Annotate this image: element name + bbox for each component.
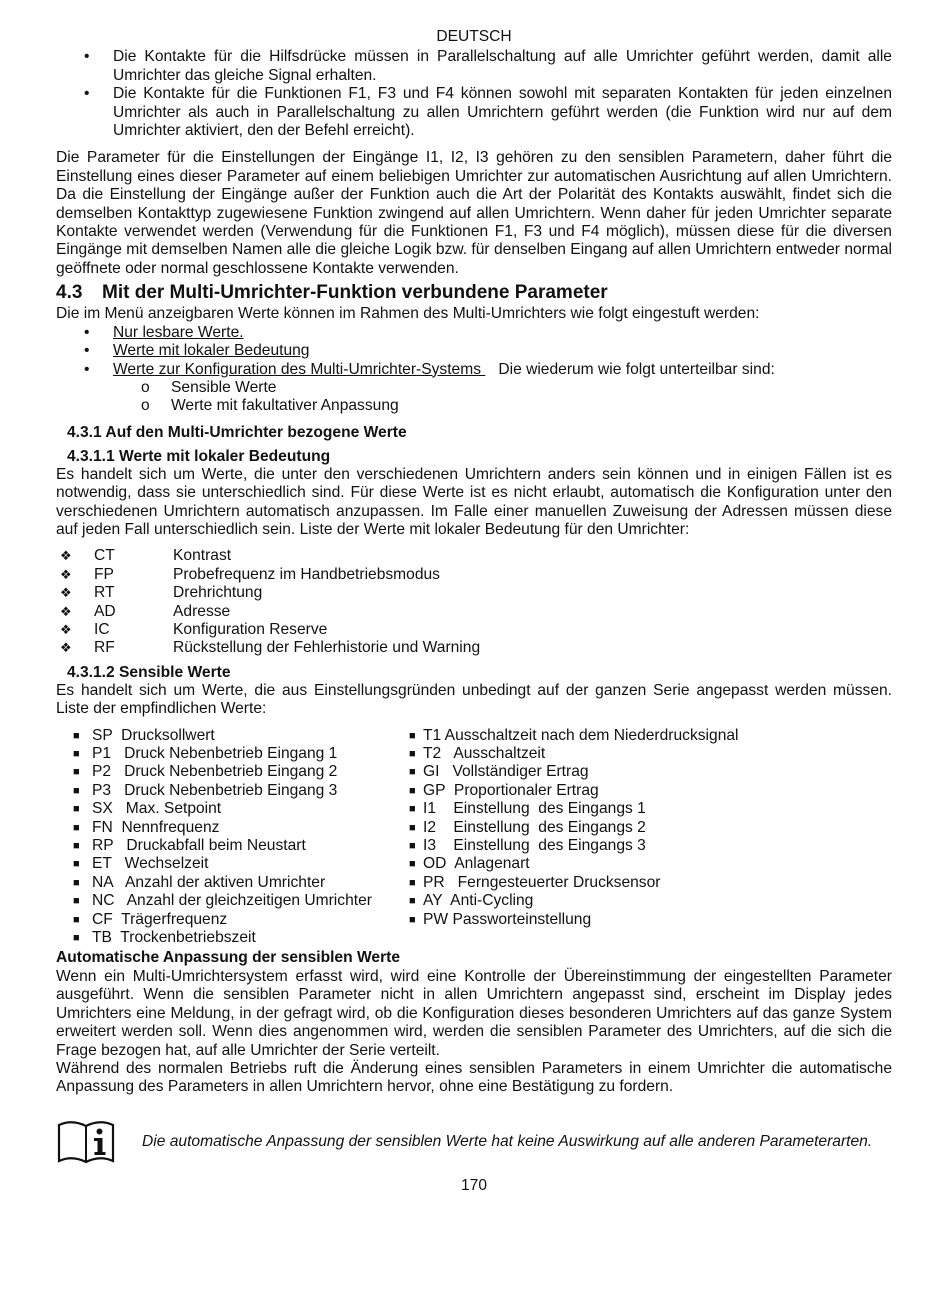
square-bullet: ■	[409, 895, 416, 908]
square-bullet: ■	[409, 821, 416, 834]
table-row: ❖ CT Kontrast	[60, 547, 232, 565]
sensitive-value-item: ■ T2 Ausschaltzeit	[409, 745, 546, 762]
sensitive-value-item: ■ FN Nennfrequenz	[56, 819, 409, 837]
square-bullet: ■	[73, 748, 80, 760]
square-bullet: ■	[73, 784, 80, 797]
sensitive-value-item: ■ NA Anzahl der aktiven Umrichter	[56, 874, 409, 892]
auto-adjust-paragraph-2: Während des normalen Betriebs ruft die Änderung eines sensiblen Parameters in einem Umrichter die automatische Anpassung des Parameters in allen Umrichtern hervor, ohne eine Bestätigung zu fordern.	[56, 1059, 892, 1096]
sensitive-value-item: ■ P1 Druck Nebenbetrieb Eingang 1	[56, 745, 409, 763]
square-bullet: ■	[409, 803, 416, 816]
section-intro: Die im Menü anzeigbaren Werte können im Rahmen des Multi-Umrichters wie folgt eingestuft werden:	[56, 305, 760, 323]
sensitive-value-item: ■ SX Max. Setpoint	[56, 800, 409, 818]
contact-bullet-list	[56, 48, 892, 140]
list-item: • Nur lesbare Werte.	[84, 323, 244, 341]
section-heading-4-3-1: 4.3.1 Auf den Multi-Umrichter bezogene Werte	[67, 423, 407, 441]
list-item: o Sensible Werte	[141, 378, 277, 396]
square-bullet: ■	[73, 840, 80, 853]
square-bullet: ■	[409, 748, 416, 760]
list-item: • Werte mit lokaler Bedeutung	[84, 342, 310, 360]
square-bullet: ■	[73, 876, 80, 889]
table-row: ❖ FP Probefrequenz im Handbetriebsmodus	[60, 565, 440, 583]
sensitive-values-columns	[56, 727, 892, 948]
sensitive-value-item: ■ PR Ferngesteuerter Drucksensor	[409, 873, 661, 891]
table-row: ❖ RF Rückstellung der Fehlerhistorie und Warning	[60, 639, 481, 657]
section-heading-4-3-1-1: 4.3.1.1 Werte mit lokaler Bedeutung	[67, 447, 331, 465]
square-bullet: ■	[73, 766, 80, 779]
sensitive-value-item: ■ OD Anlagenart	[409, 855, 530, 873]
page-header: DEUTSCH	[436, 28, 512, 45]
section-heading-4-3: 4.3 Mit der Multi-Umrichter-Funktion verbundene Parameter	[56, 282, 608, 304]
square-bullet: ■	[73, 913, 80, 926]
sensitive-value-item: ■ NC Anzahl der gleichzeitigen Umrichter	[56, 892, 409, 910]
sensitive-values-right-column	[409, 727, 829, 948]
sensitive-value-item: ■ I2 Einstellung des Eingangs 2	[409, 818, 646, 836]
info-book-icon	[56, 1119, 116, 1165]
auto-adjust-paragraph-1: Wenn ein Multi-Umrichtersystem erfasst wird, wird eine Kontrolle der Übereinstimmung der eingestellten Parameter ausgeführt. Wenn die sensiblen Parameter nicht in allen Umrichtern angepasst sind, erscheint im Display jedes Umrichters eine Meldung, in der gefragt wird, ob die Konfiguration dieses besonderen Umrichters auf das ganze System erweitert werden soll. Wenn dies angenommen wird, werden die sensiblen Parameter des Umrichters, auf die sich die Frage bezogen hat, auf alle Umrichter der Serie verteilt.	[56, 967, 892, 1059]
sensitive-value-item: ■ I3 Einstellung des Eingangs 3	[409, 837, 646, 855]
sensitive-value-item: ■ P3 Druck Nebenbetrieb Eingang 3	[56, 782, 409, 800]
square-bullet: ■	[409, 913, 416, 926]
sensitive-value-item: ■ P2 Druck Nebenbetrieb Eingang 2	[56, 763, 409, 781]
paragraph-sensitive-values: Es handelt sich um Werte, die aus Einstellungsgründen unbedingt auf der ganzen Serie angepasst werden müssen. Liste der empfindlichen Werte:	[56, 681, 892, 718]
square-bullet: ■	[73, 821, 80, 834]
list-item: o Werte mit fakultativer Anpassung	[141, 397, 399, 415]
square-bullet: ■	[73, 932, 80, 945]
table-row: ❖ AD Adresse	[60, 602, 231, 620]
sensitive-value-item: ■ GI Vollständiger Ertrag	[409, 763, 589, 781]
square-bullet: ■	[409, 784, 416, 797]
document-page	[56, 28, 892, 1195]
sensitive-value-item: ■ RP Druckabfall beim Neustart	[56, 837, 409, 855]
sensitive-value-item: ■ PW Passworteinstellung	[409, 910, 592, 928]
table-row: ❖ IC Konfiguration Reserve	[60, 620, 328, 638]
info-note	[56, 1119, 892, 1165]
square-bullet: ■	[73, 858, 80, 871]
page-number: 170	[460, 1176, 488, 1194]
list-item: • Werte zur Konfiguration des Multi-Umrichter-Systems Die wiederum wie folgt unterteilbar sind:	[84, 360, 775, 378]
local-values-table	[56, 547, 480, 657]
square-bullet: ■	[409, 840, 416, 853]
sensitive-value-item: ■ ET Wechselzeit	[56, 855, 409, 873]
bullet-dot: •	[84, 48, 90, 66]
square-bullet: ■	[409, 858, 416, 871]
square-bullet: ■	[409, 729, 416, 742]
paragraph-inputs: Die Parameter für die Einstellungen der Eingänge I1, I2, I3 gehören zu den sensiblen Parametern, daher führt die Einstellung eines dieser Parameter auf einem beliebigen Umrichter zur automatischen Ausrichtung auf allen Umrichtern. Da die Einstellung der Eingänge außer der Funktion auch die Art der Polarität des Kontakts auswählt, findet sich die demselben Kontakttyp zugewiesene Funktion zwingend auf allen Umrichtern. Wenn daher für jeden Umrichter separate Kontakte verwendet werden (Verwendung für die Funktionen F1, F3 und F4 möglich), müssen diese für die diversen Eingänge mit demselben Namen alle die gleiche Logik bzw. für denselben Eingang auf allen Umrichtern entweder normal geöffnete oder normal geschlossene Kontakte verwenden.	[56, 149, 892, 277]
sensitive-value-item: ■ SP Drucksollwert	[56, 727, 409, 745]
sensitive-value-item: ■ I1 Einstellung des Eingangs 1	[409, 800, 646, 818]
square-bullet: ■	[73, 803, 80, 816]
value-subcategory-list	[56, 379, 892, 416]
square-bullet: ■	[409, 876, 416, 889]
list-item: • Die Kontakte für die Hilfsdrücke müssen in Parallelschaltung auf alle Umrichter geführt werden, damit alle Umrichter das gleiche Signal erhalten.	[84, 48, 892, 84]
info-note-text: Die automatische Anpassung der sensiblen Werte hat keine Auswirkung auf alle anderen Parameterarten.	[142, 1132, 873, 1150]
paragraph-local-values: Es handelt sich um Werte, die unter den verschiedenen Umrichtern anders sein können und in einigen Fällen ist es notwendig, dass sie unterschiedlich sind. Für diese Werte ist es nicht erlaubt, automatisch die Konfiguration unter den verschiedenen Umrichtern automatisch anzupassen. Im Falle einer manuellen Zuweisung der Adressen müssen diese auf jeden Fall unterschiedlich sein. Liste der Werte mit lokaler Bedeutung für den Umrichter:	[56, 465, 892, 538]
square-bullet: ■	[73, 729, 80, 742]
sensitive-value-item: ■ T1 Ausschaltzeit nach dem Niederdrucksignal	[409, 726, 739, 744]
sensitive-value-item: ■ GP Proportionaler Ertrag	[409, 781, 599, 799]
bullet-dot: •	[84, 85, 90, 103]
table-row: ❖ RT Drehrichtung	[60, 584, 263, 602]
section-heading-4-3-1-2: 4.3.1.2 Sensible Werte	[67, 663, 231, 681]
square-bullet: ■	[73, 895, 80, 908]
sensitive-value-item: ■ AY Anti-Cycling	[409, 892, 534, 910]
auto-adjust-heading: Automatische Anpassung der sensiblen Werte	[56, 949, 401, 967]
sensitive-value-item: ■ CF Trägerfrequenz	[56, 911, 409, 929]
sensitive-value-item: ■ TB Trockenbetriebszeit	[56, 929, 409, 947]
value-category-list	[56, 324, 892, 379]
square-bullet: ■	[409, 766, 416, 779]
sensitive-values-left-column	[56, 727, 409, 948]
list-item: • Die Kontakte für die Funktionen F1, F3 und F4 können sowohl mit separaten Kontakten für jeden einzelnen Umrichter als auch in Parallelschaltung zu allen Umrichtern geführt werden (die Funktion wird nur auf dem Umrichter aktiviert, den der Befehl erreicht).	[84, 85, 892, 140]
